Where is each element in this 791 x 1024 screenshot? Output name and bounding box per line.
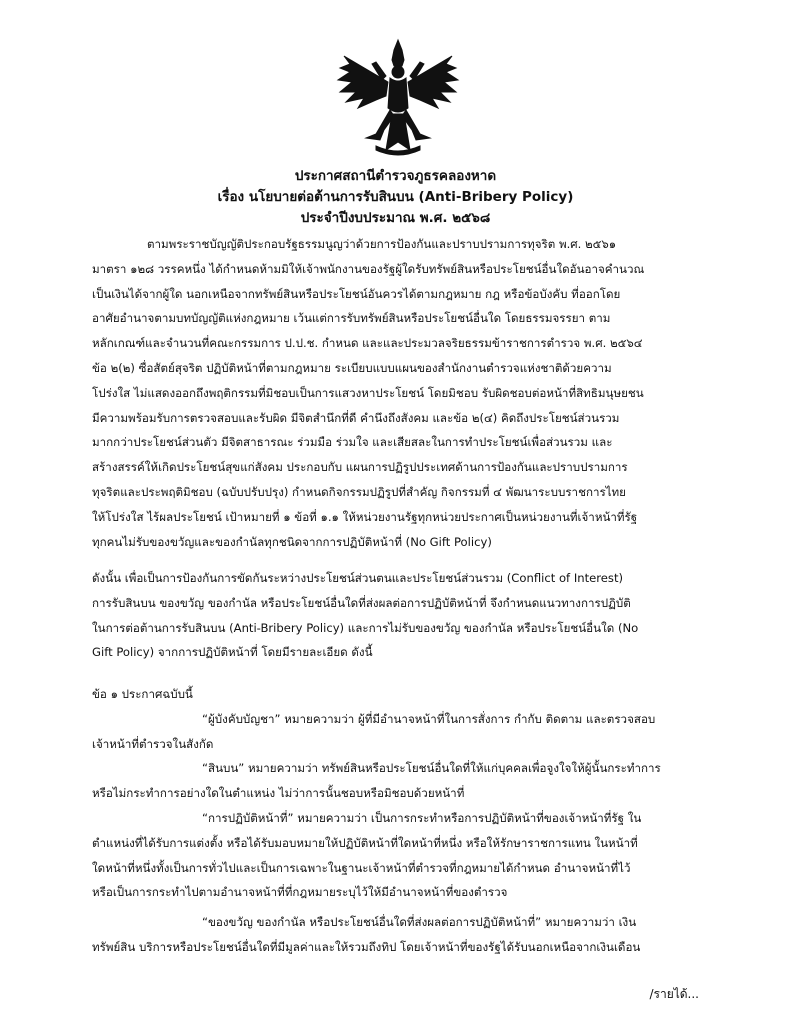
clause-1 (92, 682, 712, 905)
paragraph-line: การรับสินบน ของขวัญ ของกำนัล หรือประโยชน์อื่นใดที่ส่งผลต่อการปฏิบัติหน้าที่ จึงกำหนดแนวทางการปฏิบัติ (92, 595, 631, 610)
paragraph-line: ทุกคนไม่รับของขวัญและของกำนัลทุกชนิดจากการปฏิบัติหน้าที่ (No Gift Policy) (92, 534, 492, 549)
paragraph-line: อาศัยอำนาจตามบทบัญญัติแห่งกฎหมาย เว้นแต่การรับทรัพย์สินหรือประโยชน์อื่นใด โดยธรรมจรรยา ตาม (92, 311, 611, 326)
paragraph-line: ข้อ ๒(๒) ซื่อสัตย์สุจริต ปฏิบัติหน้าที่ตามกฎหมาย ระเบียบแบบแผนของสำนักงานตำรวจแห่งชาติด้วยความ (92, 360, 612, 375)
definition-line: ทรัพย์สิน บริการหรือประโยชน์อื่นใดที่มีมูลค่าและให้รวมถึงทิป โดยเจ้าหน้าที่ของรัฐได้รับนอกเหนือจากเงินเดือน (92, 939, 641, 954)
garuda-emblem-icon (336, 38, 460, 160)
continuation-note: /รายได้... (649, 987, 699, 1001)
paragraph-line: มากกว่าประโยชน์ส่วนตัว มีจิตสาธารณะ ร่วมมือ ร่วมใจ และเสียสละในการทำประโยชน์เพื่อส่วนรวม และ (92, 435, 613, 450)
announcement-title: ประกาศสถานีตำรวจภูธรคลองหาด (294, 168, 497, 184)
fiscal-year: ประจำปีงบประมาณ พ.ศ. ๒๕๖๘ (300, 210, 491, 226)
paragraph-line: หลักเกณฑ์และจำนวนที่คณะกรรมการ ป.ป.ช. กำหนด และและประมวลจริยธรรมข้าราชการตำรวจ พ.ศ. ๒๕๖๔ (92, 336, 643, 351)
paragraph-line: Gift Policy) จากการปฏิบัติหน้าที่ โดยมีรายละเอียด ดังนี้ (92, 645, 373, 660)
document-header (0, 166, 791, 229)
paragraph-line: ตามพระราชบัญญัติประกอบรัฐธรรมนูญว่าด้วยการป้องกันและปราบปรามการทุจริต พ.ศ. ๒๕๖๑ (147, 237, 617, 251)
announcement-subject: เรื่อง นโยบายต่อต้านการรับสินบน (Anti-Bribery Policy) (217, 189, 574, 205)
definition-line: หรือไม่กระทำการอย่างใดในตำแหน่ง ไม่ว่าการนั้นชอบหรือมิชอบด้วยหน้าที่ (92, 786, 465, 801)
definition-line: ใดหน้าที่หนึ่งทั้งเป็นการทั่วไปและเป็นการเฉพาะในฐานะเจ้าหน้าที่ตำรวจที่กฎหมายได้กำหนด อำนาจหน้าที่ไว้ (92, 860, 631, 875)
definition-line: เจ้าหน้าที่ตำรวจในสังกัด (92, 736, 214, 751)
definition-gifts (92, 910, 712, 960)
paragraph-line: ทุจริตและประพฤติมิชอบ (ฉบับปรับปรุง) กำหนดกิจกรรมปฏิรูปที่สำคัญ กิจกรรมที่ ๔ พัฒนาระบบราชการไทย (92, 484, 626, 499)
paragraph-line: สร้างสรรค์ให้เกิดประโยชน์สุขแก่สังคม ประกอบกับ แผนการปฏิรูปประเทศด้านการป้องกันและปราบปรามการ (92, 460, 628, 475)
paragraph-line: ดังนั้น เพื่อเป็นการป้องกันการขัดกันระหว่างประโยชน์ส่วนตนและประโยชน์ส่วนรวม (Conflict of Interest) (92, 571, 624, 585)
paragraph-line: มาตรา ๑๒๘ วรรคหนึ่ง ได้กำหนดห้ามมิให้เจ้าพนักงานของรัฐผู้ใดรับทรัพย์สินหรือประโยชน์อื่นใดอันอาจคำนวณ (92, 261, 645, 276)
paragraph-line: โปร่งใส ไม่แสดงออกถึงพฤติกรรมที่มิชอบเป็นการแสวงหาประโยชน์ โดยมิชอบ รับผิดชอบต่อหน้าที่สิทธิมนุษยชน (92, 385, 644, 400)
definition-line: “ผู้บังคับบัญชา” หมายความว่า ผู้ที่มีอำนาจหน้าที่ในการสั่งการ กำกับ ติดตาม และตรวจสอบ (202, 711, 656, 726)
definition-line: “สินบน” หมายความว่า ทรัพย์สินหรือประโยชน์อื่นใดที่ให้แก่บุคคลเพื่อจูงใจให้ผู้นั้นกระทำการ (202, 761, 661, 776)
definition-line: “การปฏิบัติหน้าที่” หมายความว่า เป็นการกระทำหรือการปฏิบัติหน้าที่ของเจ้าหน้าที่รัฐ ใน (202, 810, 642, 825)
definition-line: “ของขวัญ ของกำนัล หรือประโยชน์อื่นใดที่ส่งผลต่อการปฏิบัติหน้าที่” หมายความว่า เงิน (202, 915, 637, 929)
clause-heading: ข้อ ๑ ประกาศฉบับนี้ (92, 687, 193, 701)
paragraph-therefore (92, 566, 712, 665)
paragraph-line: ให้โปร่งใส ไร้ผลประโยชน์ เป้าหมายที่ ๑ ข้อที่ ๑.๑ ให้หน่วยงานรัฐทุกหน่วยประกาศเป็นหน่วยงานที่เจ้าหน้าที่รัฐ (92, 509, 638, 524)
definition-line: หรือเป็นการกระทำไปตามอำนาจหน้าที่ที่กฎหมายระบุไว้ให้มีอำนาจหน้าที่ของตำรวจ (92, 885, 508, 900)
definition-line: ตำแหน่งที่ได้รับการแต่งตั้ง หรือได้รับมอบหมายให้ปฏิบัติหน้าที่ใดหน้าที่หนึ่ง หรือให้รักษาราชการแทน ในหน้าที่ (92, 835, 638, 850)
paragraph-preamble (92, 232, 712, 554)
paragraph-line: มีความพร้อมรับการตรวจสอบและรับผิด มีจิตสำนึกที่ดี คำนึงถึงสังคม และข้อ ๒(๔) คิดถึงประโยชน์ส่วนรวม (92, 410, 620, 425)
paragraph-line: เป็นเงินได้จากผู้ใด นอกเหนือจากทรัพย์สินหรือประโยชน์อันควรได้ตามกฎหมาย กฎ หรือข้อบังคับ ที่ออกโดย (92, 286, 621, 301)
paragraph-line: ในการต่อต้านการรับสินบน (Anti-Bribery Policy) และการไม่รับของขวัญ ของกำนัล หรือประโยชน์อื่นใด (No (92, 620, 639, 635)
